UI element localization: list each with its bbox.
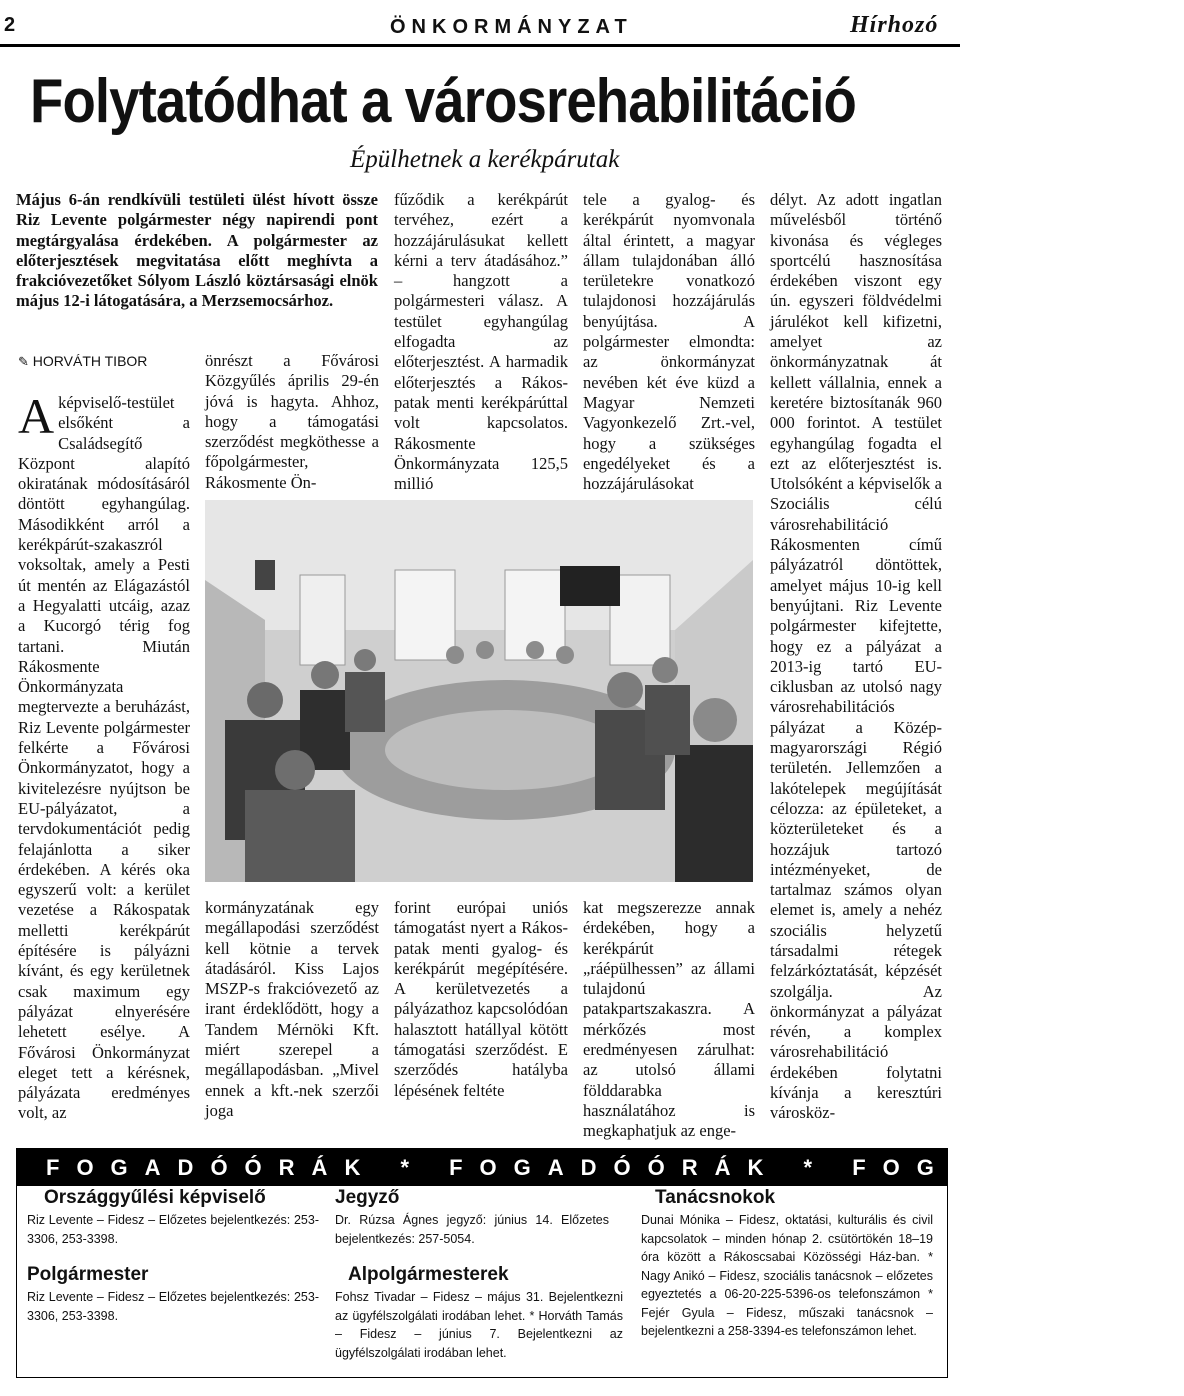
councillors-text: Dunai Mónika – Fidesz, oktatási, kulturális és civil kapcsolatok – minden hónap 2. csütörtökén 18–19 óra között a Rákoscsabai Közösségi Ház-ban. * Nagy Anikó – Fidesz, szociális tanácsnok – előzetes egyeztetés a 06-20-225-5396-os telefonszámon * Fejér Gyula – Fidesz, műszaki tanácsnok – bejelentkezni a 258-3394-es telefonszámon lehet. [641,1213,933,1338]
article-column-2-top: önrészt a Fővárosi Közgyűlés április 29-én jóvá is hagyta. Ahhoz, hogy a támogatási szerződést megköthesse a főpolgármester, Rákosmente Ön- [205,351,379,492]
article-lead: Május 6-án rendkívüli testületi ülést hívott össze Riz Levente polgármester négy napirendi pont megtárgyalása érdekében. A polgármester az előterjesztések megvitatása előtt meghívta a frakcióvezetőket Sólyom László köztársasági elnök május 12-i látogatására, a Merzsemocsárhoz. [16,190,378,311]
notary-text: Dr. Rúzsa Ágnes jegyző: június 14. Előzetes bejelentkezés: 257-5054. [335,1213,609,1246]
drop-cap: A [18,388,55,444]
article-title: Folytatódhat a városrehabilitáció [30,67,856,136]
mayor-heading: Polgármester [27,1264,149,1285]
office-hours-title: FOGADÓÓRÁK * FOGADÓÓRÁK * FOGADÓÓRÁK [46,1155,1184,1180]
article-column-3-bottom: forint európai uniós támogatást nyert a Rákos-patak menti gyalog- és kerékpárút megépítésére. A kerületvezetés a pályázathoz kapcsolódóan halasztott hatállyal kötött támogatási szerződést. E szerződés hatályba lépésének feltéte [394,898,568,1100]
article-column-3-top: fűződik a kerékpárút tervéhez, ezért a hozzájárulásukat kellett kérni a terv átadásához.” – hangzott a polgármesteri válasz. A testület egyhangúlag elfogadta az előterjesztést. A harmadik előterjesztés a Rákos-patak menti kerékpárúttal volt kapcsolatos. Rákosmente Önkormányzata 125,5 millió [394,190,568,494]
article-column-2-bottom: kormányzatának egy megállapodási szerződést kell kötnie a tervek átadásáról. Kiss Lajos MSZP-s frakcióvezető az irant érdeklődött, hogy a Tandem Mérnöki Kft. miért szerepel a megállapodásban. „Mivel ennek a kft.-nek szerzői joga [205,898,379,1120]
mp-text: Riz Levente – Fidesz – Előzetes bejelentkezés: 253-3306, 253-3398. [27,1213,319,1246]
mp-heading: Országgyűlési képviselő [44,1187,266,1208]
article-column-5: délyt. Az adott ingatlan művelésből történő kivonása és végleges sportcélú hasznosítása érdekében viszont egy ún. egyszeri földvédelmi járulékot kell kifizetni, amelyet az önkormányzatnak át kellett vállalnia, ennek a keretére biztosítanák 960 000 forintot. A testület egyhangúlag fogadta el ezt az előterjesztést is. Utolsóként a képviselők a Szociális célú városrehabilitáció Rákosmenten című pályázatról döntöttek, amelyet május 10-ig kell benyújtani. Riz Levente polgármester kifejtette, hogy ez a pályázat a 2013-ig tartó EU-ciklusban az utolsó nagy városrehabilitációs pályázat a Közép-magyarországi Régió területén. Jellemzően a lakótelepek megújítását célozza: az épületeket, a közterületeket és a hozzájuk tartozó intézményeket, de tartalmaz számos olyan elemet is, amely a nehéz szociális helyzetű társadalmi rétegek felzárkóztatását, képzését szolgálja. Az önkormányzat a pályázat révén, a komplex városrehabilitáció érdekében folytatni kívánja a keresztúri városköz- [770,190,942,1123]
notary-heading: Jegyző [335,1187,400,1208]
column-1-text: képviselő-testület elsőként a Családsegítő Központ alapító okiratának módosításáról döntött egyhangúlag. Másodikként arról a kerékpárút-szakaszról voksoltak, amely a Pesti út mentén az Elágazástól a Hegyalatti utcáig, azaz a Kucorgó térig fog tartani. Miután Rákosmente Önkormányzata megtervezte a beruházást, Riz Levente polgármester felkérte a Fővárosi Önkormányzatot, hogy a kivitelezésre nyújtson be EU-pályázatot, a tervdokumentációt pedig felajánlotta a siker érdekében. A kérés oka egyszerű volt: a kerület vezetése a Rákospatak melletti kerékpárút építésére is pályázni kívánt, és egy kerületnek csak maximum egy pályázat elnyerésére lehetett esélye. A Fővárosi Önkormányzat eleget tett a kérésnek, pályázata eredményes volt, az [18,393,190,1123]
mayor-text: Riz Levente – Fidesz – Előzetes bejelentkezés: 253-3306, 253-3398. [27,1290,319,1323]
article-column-1 [18,388,190,1124]
pen-icon: ✎ [18,354,29,369]
author-name: HORVÁTH TIBOR [32,353,148,369]
header-rule [0,44,960,47]
deputy-mayors-heading: Alpolgármesterek [348,1264,509,1285]
article-column-4-top: tele a gyalog- és kerékpárút nyomvonala által érintett, a magyar állam tulajdonában álló területekre vonatkozó tulajdonosi hozzájárulás benyújtása. A polgármester elmondta: az önkormányzat nevében két éve küzd a Magyar Nemzeti Vagyonkezelő Zrt.-vel, hogy a szükséges engedélyeket és a hozzájárulásokat [583,190,755,494]
page-number: 2 [4,14,16,36]
deputy-mayors-text: Fohsz Tivadar – Fidesz – május 31. Bejelentkezni az ügyfélszolgálati irodában lehet. * Horváth Tamás – Fidesz – június 7. Bejelentkezni az ügyfélszolgálati irodában lehet. [335,1290,623,1360]
councillors-heading: Tanácsnokok [655,1187,776,1208]
section-label: ÖNKORMÁNYZAT [390,16,633,38]
meeting-photo [205,500,753,882]
publication-name: Hírhozó [850,12,939,38]
article-subtitle: Épülhetnek a kerékpárutak [350,146,620,173]
article-column-4-bottom: kat megszerezze annak érdekében, hogy a kerékpárút „ráépülhessen” az állami tulajdonú patakpartszakaszra. A mérkőzés most eredményesen zárulhat: az utolsó állami földdarabka használatához is megkaphatjuk az enge- [583,898,755,1141]
author-byline [18,353,147,370]
